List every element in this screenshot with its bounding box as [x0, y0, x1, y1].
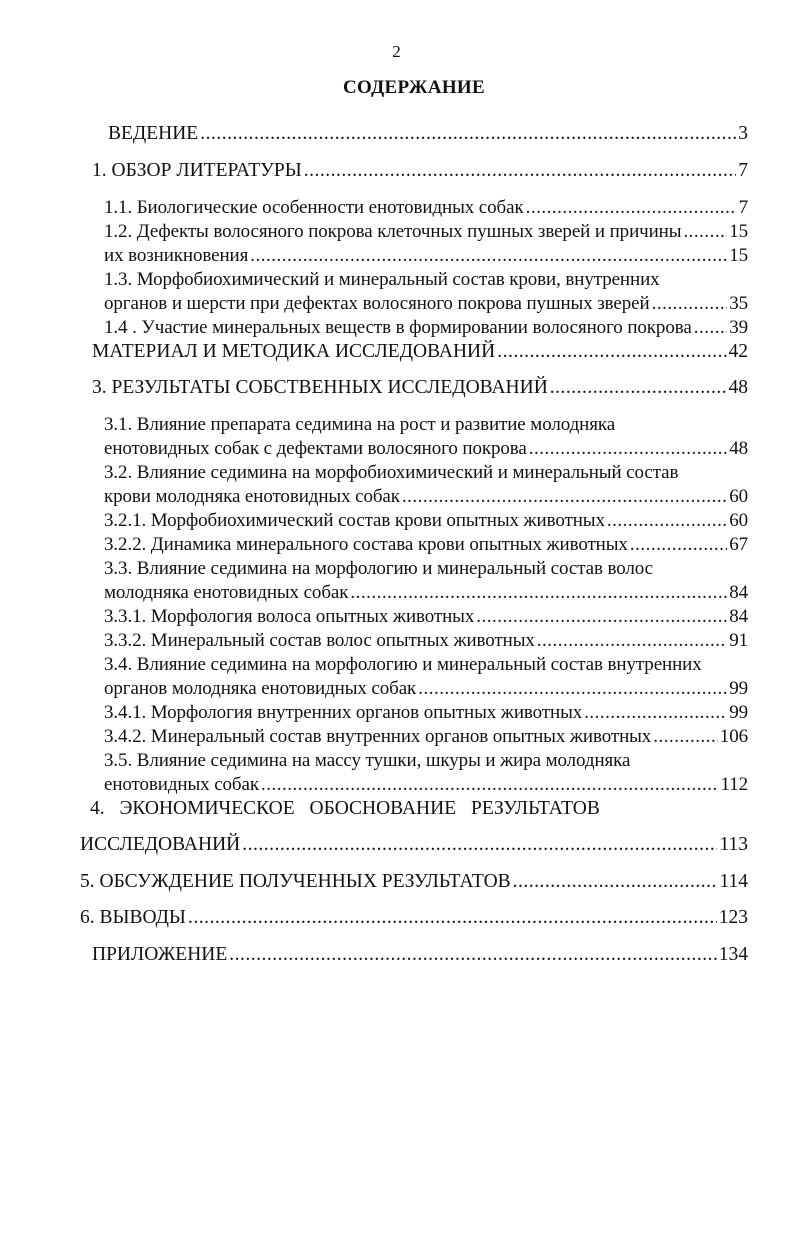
- toc-label: 3.2.2. Динамика минерального состава крови опытных животных: [104, 534, 628, 555]
- toc-dot-leader: [550, 376, 727, 400]
- toc-entry-1-1: [104, 196, 748, 220]
- toc-entry-3-5-line2: [104, 773, 748, 797]
- page-title: СОДЕРЖАНИЕ: [343, 77, 485, 98]
- toc-label: органов и шерсти при дефектах волосяного покрова пушных зверей: [104, 293, 650, 314]
- toc-page: 113: [719, 834, 748, 855]
- toc-dot-leader: [250, 244, 727, 268]
- toc-label: 5. ОБСУЖДЕНИЕ ПОЛУЧЕННЫХ РЕЗУЛЬТАТОВ: [80, 871, 511, 892]
- toc-label: 3.3.1. Морфология волоса опытных животных: [104, 606, 475, 627]
- page-number: 2: [392, 42, 401, 61]
- toc-entry-3-5-line1: 3.5. Влияние седимина на массу тушки, шкуры и жира молодняка: [104, 750, 631, 771]
- toc-label: 6. ВЫВОДЫ: [80, 907, 186, 928]
- toc-page: 48: [729, 438, 748, 459]
- toc-label: 1.4 . Участие минеральных веществ в формировании волосяного покрова: [104, 317, 692, 338]
- toc-entry-3-3-line1: 3.3. Влияние седимина на морфологию и минеральный состав волос: [104, 558, 653, 579]
- toc-dot-leader: [584, 701, 727, 725]
- toc-entry-3-2-line2: [104, 485, 748, 509]
- toc-page: 15: [729, 245, 748, 266]
- toc-page: 106: [719, 726, 748, 747]
- toc-page: 42: [728, 341, 748, 362]
- toc-label: ИССЛЕДОВАНИЙ: [80, 834, 241, 855]
- toc-label: 1.1. Биологические особенности енотовидных собак: [104, 197, 524, 218]
- toc-entry-ch3: [92, 376, 748, 400]
- toc-label: их возникновения: [104, 245, 249, 266]
- toc-dot-leader: [694, 316, 727, 340]
- toc-dot-leader: [242, 833, 717, 857]
- toc-label: 3.3.2. Минеральный состав волос опытных животных: [104, 630, 535, 651]
- toc-entry-3-4-line1: 3.4. Влияние седимина на морфологию и минеральный состав внутренних: [104, 654, 702, 675]
- toc-label: ВЕДЕНИЕ: [108, 123, 199, 144]
- toc-dot-leader: [652, 292, 728, 316]
- toc-entry-3-2-line1: 3.2. Влияние седимина на морфобиохимический и минеральный состав: [104, 462, 679, 483]
- toc-label: 1.2. Дефекты волосяного покрова клеточных пушных зверей и причины: [104, 221, 682, 242]
- toc-page: 7: [738, 160, 748, 181]
- toc-entry-1-2-line2: [104, 244, 748, 268]
- toc-label: МАТЕРИАЛ И МЕТОДИКА ИССЛЕДОВАНИЙ: [92, 341, 496, 362]
- toc-label: 3. РЕЗУЛЬТАТЫ СОБСТВЕННЫХ ИССЛЕДОВАНИЙ: [92, 377, 548, 398]
- toc-dot-leader: [529, 437, 727, 461]
- toc-page: 15: [729, 221, 748, 242]
- toc-dot-leader: [402, 485, 727, 509]
- toc-dot-leader: [418, 677, 727, 701]
- toc-entry-ch1: [92, 159, 748, 183]
- toc-entry-ch4-line1: 4. ЭКОНОМИЧЕСКОЕ ОБОСНОВАНИЕ РЕЗУЛЬТАТОВ: [90, 798, 600, 819]
- toc-dot-leader: [476, 605, 727, 629]
- toc-entry-3-4-line2: [104, 677, 748, 701]
- toc-entry-1-3-line1: 1.3. Морфобиохимический и минеральный состав крови, внутренних: [104, 269, 660, 290]
- toc-label: 3.4.1. Морфология внутренних органов опытных животных: [104, 702, 583, 723]
- toc-dot-leader: [200, 122, 736, 146]
- toc-label: 3.4.2. Минеральный состав внутренних органов опытных животных: [104, 726, 652, 747]
- toc-entry-3-1-line2: [104, 437, 748, 461]
- toc-page: 3: [738, 123, 748, 144]
- toc-page: 99: [729, 702, 748, 723]
- toc-label: 3.2.1. Морфобиохимический состав крови опытных животных: [104, 510, 605, 531]
- toc-page: 123: [718, 907, 748, 928]
- toc-page: 67: [729, 534, 748, 555]
- toc-dot-leader: [188, 906, 717, 930]
- toc-entry-ch5: [80, 870, 748, 894]
- toc-entry-3-2-2: [104, 533, 748, 557]
- toc-label: молодняка енотовидных собак: [104, 582, 349, 603]
- toc-page: 99: [729, 678, 748, 699]
- toc-dot-leader: [630, 533, 727, 557]
- toc-label: енотовидных собак с дефектами волосяного покрова: [104, 438, 527, 459]
- toc-page: 48: [728, 377, 748, 398]
- toc-page: 7: [738, 197, 748, 218]
- toc-page: 60: [729, 510, 748, 531]
- toc-entry-3-3-2: [104, 629, 748, 653]
- toc-dot-leader: [526, 196, 737, 220]
- toc-page: 84: [729, 606, 748, 627]
- toc-entry-1-3-line2: [104, 292, 748, 316]
- toc-dot-leader: [497, 340, 726, 364]
- toc-page: 60: [729, 486, 748, 507]
- toc-entry-ch4-line2: [80, 833, 748, 857]
- toc-label: ПРИЛОЖЕНИЕ: [92, 944, 228, 965]
- toc-entry-ch2: [92, 340, 748, 364]
- toc-label: крови молодняка енотовидных собак: [104, 486, 400, 507]
- toc-dot-leader: [683, 220, 727, 244]
- toc-page: 134: [718, 944, 748, 965]
- toc-entry-3-4-1: [104, 701, 748, 725]
- toc-entry-1-2-line1: [104, 220, 748, 244]
- toc-dot-leader: [513, 870, 718, 894]
- toc-entry-3-4-2: [104, 725, 748, 749]
- toc-dot-leader: [350, 581, 727, 605]
- toc-label: 1. ОБЗОР ЛИТЕРАТУРЫ: [92, 160, 302, 181]
- toc-entry-3-1-line1: 3.1. Влияние препарата седимина на рост и развитие молодняка: [104, 414, 616, 435]
- toc-dot-leader: [261, 773, 719, 797]
- toc-page: 84: [729, 582, 748, 603]
- toc-dot-leader: [229, 943, 716, 967]
- toc-entry-3-3-line2: [104, 581, 748, 605]
- toc-entry-appendix: [92, 943, 748, 967]
- toc-entry-1-4: [104, 316, 748, 340]
- toc-entry-intro: [108, 122, 748, 146]
- toc-dot-leader: [304, 159, 736, 183]
- toc-label: органов молодняка енотовидных собак: [104, 678, 417, 699]
- toc-page: 91: [729, 630, 748, 651]
- toc-page: 39: [729, 317, 748, 338]
- toc-entry-ch6: [80, 906, 748, 930]
- toc-dot-leader: [653, 725, 718, 749]
- toc-dot-leader: [607, 509, 727, 533]
- toc-page: 112: [720, 774, 748, 795]
- toc-page: 35: [729, 293, 748, 314]
- toc-entry-3-2-1: [104, 509, 748, 533]
- toc-label: енотовидных собак: [104, 774, 259, 795]
- toc-page: 114: [719, 871, 748, 892]
- toc-dot-leader: [537, 629, 727, 653]
- toc-entry-3-3-1: [104, 605, 748, 629]
